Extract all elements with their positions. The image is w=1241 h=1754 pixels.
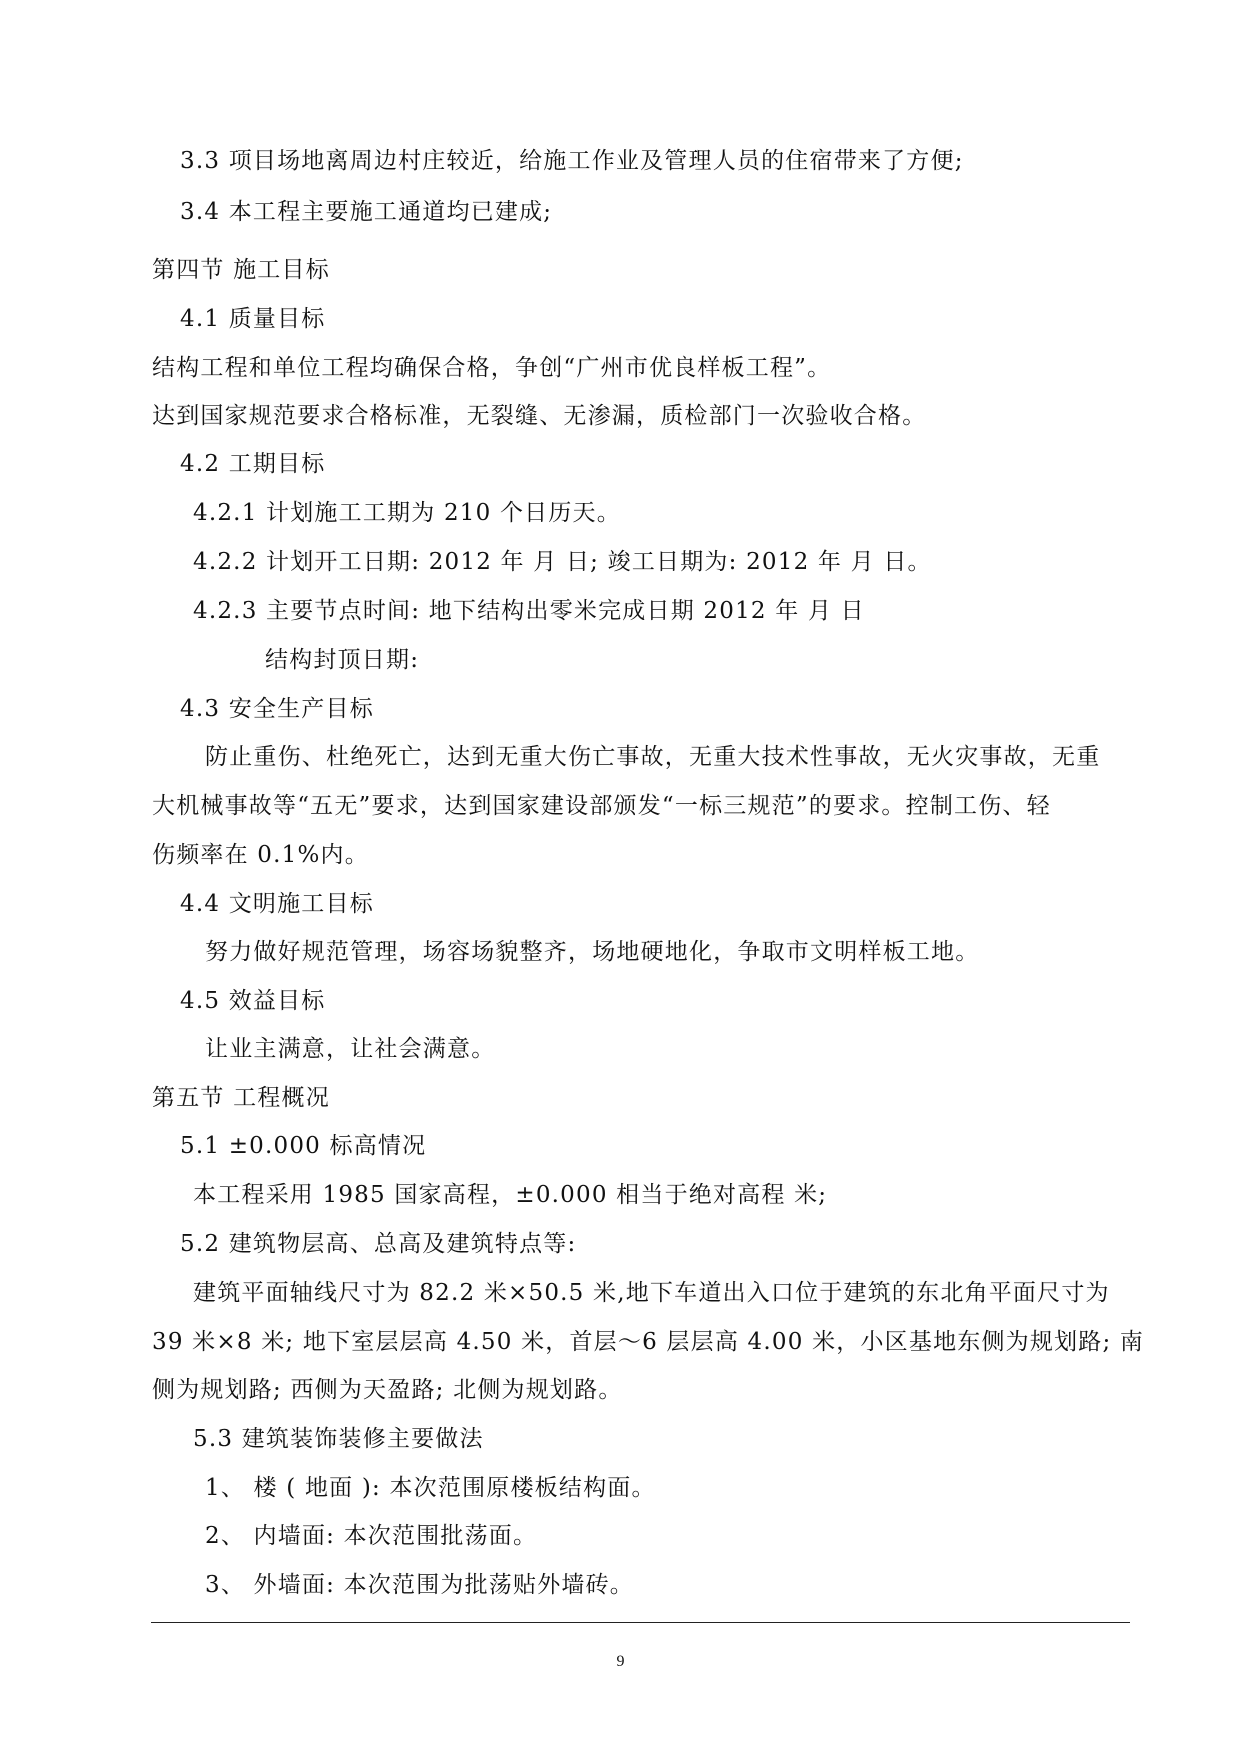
subheading-5-1: 5.1 ±0.000 标高情况 — [180, 1133, 427, 1159]
subheading-4-4: 4.4 文明施工目标 — [180, 891, 374, 917]
subheading-4-2: 4.2 工期目标 — [180, 451, 326, 477]
subheading-5-2: 5.2 建筑物层高、总高及建筑特点等: — [180, 1231, 577, 1257]
page-number: 9 — [616, 1653, 625, 1670]
subheading-5-3: 5.3 建筑装饰装修主要做法 — [193, 1426, 484, 1452]
item-4-2-1: 4.2.1 计划施工工期为 210 个日历天。 — [193, 500, 621, 526]
item-4-2-3-continued: 结构封顶日期: — [265, 647, 420, 673]
paragraph-line: 本工程采用 1985 国家高程，±0.000 相当于绝对高程 米; — [193, 1182, 828, 1208]
paragraph-line: 伤频率在 0.1%内。 — [152, 842, 369, 868]
paragraph-line: 大机械事故等“五无”要求，达到国家建设部颁发“一标三规范”的要求。控制工伤、轻 — [152, 793, 1051, 819]
item-4-2-3: 4.2.3 主要节点时间: 地下结构出零米完成日期 2012 年 月 日 — [193, 598, 865, 624]
paragraph-line: 结构工程和单位工程均确保合格，争创“广州市优良样板工程”。 — [152, 355, 832, 381]
footer-divider — [151, 1622, 1130, 1623]
section-heading-5: 第五节 工程概况 — [152, 1085, 330, 1111]
paragraph-line: 防止重伤、杜绝死亡，达到无重大伤亡事故，无重大技术性事故，无火灾事故，无重 — [205, 744, 1101, 770]
paragraph-line: 侧为规划路; 西侧为天盈路; 北侧为规划路。 — [152, 1377, 623, 1403]
paragraph-line: 39 米×8 米; 地下室层层高 4.50 米，首层～6 层层高 4.00 米，小区基地东侧为规划路; 南 — [152, 1329, 1145, 1355]
text-line-3-3: 3.3 项目场地离周边村庄较近，给施工作业及管理人员的住宿带来了方便; — [180, 148, 964, 174]
text-line-3-4: 3.4 本工程主要施工通道均已建成; — [180, 199, 553, 225]
section-heading-4: 第四节 施工目标 — [152, 257, 330, 283]
paragraph-line: 达到国家规范要求合格标准，无裂缝、无渗漏，质检部门一次验收合格。 — [152, 403, 927, 429]
paragraph-line: 让业主满意，让社会满意。 — [205, 1036, 496, 1062]
list-item-3: 3、 外墙面: 本次范围为批荡贴外墙砖。 — [205, 1572, 635, 1598]
subheading-4-5: 4.5 效益目标 — [180, 988, 326, 1014]
paragraph-line: 建筑平面轴线尺寸为 82.2 米×50.5 米,地下车道出入口位于建筑的东北角平面尺寸为 — [193, 1280, 1110, 1306]
subheading-4-3: 4.3 安全生产目标 — [180, 696, 374, 722]
subheading-4-1: 4.1 质量目标 — [180, 306, 326, 332]
list-item-1: 1、 楼 ( 地面 ): 本次范围原楼板结构面。 — [205, 1475, 656, 1501]
list-item-2: 2、 内墙面: 本次范围批荡面。 — [205, 1523, 538, 1549]
item-4-2-2: 4.2.2 计划开工日期: 2012 年 月 日; 竣工日期为: 2012 年 月 日。 — [193, 549, 932, 575]
paragraph-line: 努力做好规范管理，场容场貌整齐，场地硬地化，争取市文明样板工地。 — [205, 939, 980, 965]
